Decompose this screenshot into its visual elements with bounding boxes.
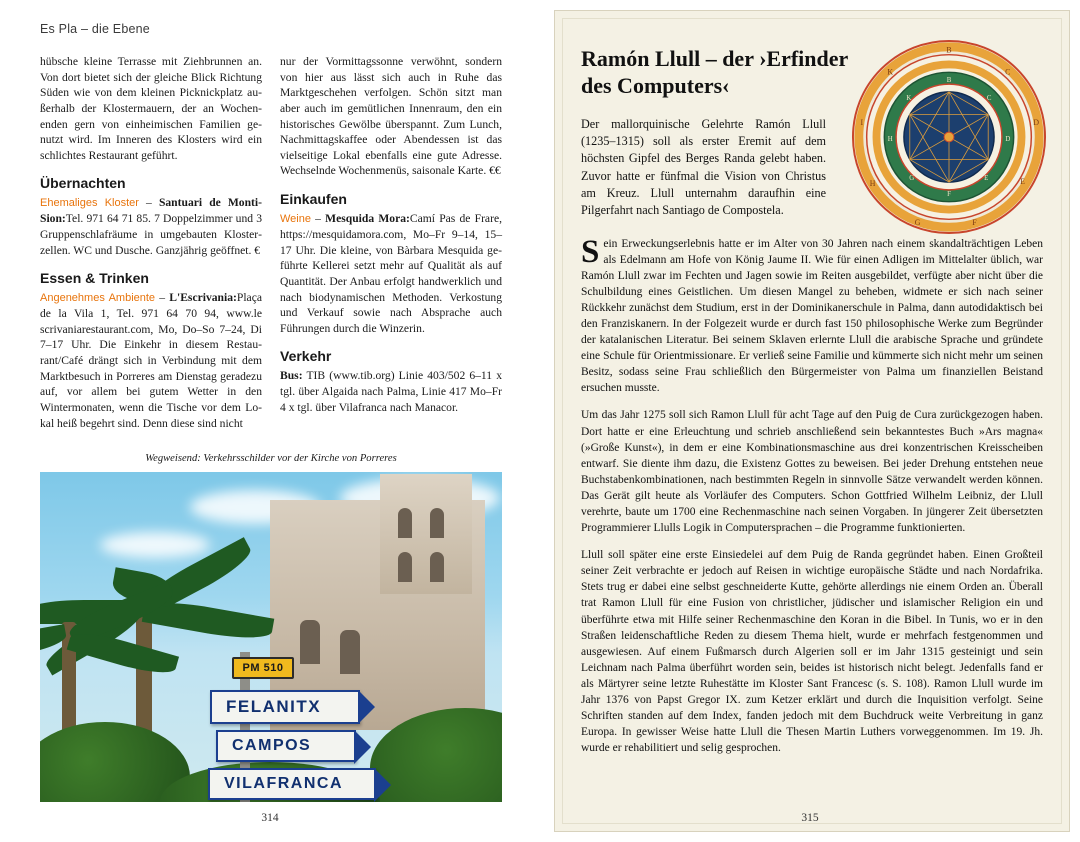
listing-tag: Angenehmes Ambiente xyxy=(40,292,156,305)
svg-text:K: K xyxy=(906,94,912,102)
text-columns xyxy=(40,54,502,439)
svg-text:E: E xyxy=(984,175,989,183)
svg-text:D: D xyxy=(1005,135,1011,143)
svg-text:G: G xyxy=(909,175,915,183)
svg-text:K: K xyxy=(887,67,894,77)
wheel-svg xyxy=(851,39,1047,235)
page-number-right: 315 xyxy=(801,812,819,824)
page-number-left: 314 xyxy=(261,812,279,824)
listing-name: Santuari de Monti-Sion: xyxy=(40,196,262,226)
svg-text:F: F xyxy=(972,218,977,228)
paragraph: nur der Vormittagssonne verwöhnt, sondern von hier aus lässt sich auch in Ruhe das Marktgeschehen verfolgen. Schön sitzt man aber auch im gemütlichen Innenraum, den ein historisches Gewölbe überspannt. Zum Lunch, Nachmittagskaffee oder Abendessen ist das vielseitige Lokal ebenfalls eine gute Adresse. Wechselnde Wochenmenüs, saisonale Karte. €€ xyxy=(280,55,502,178)
excursus-intro: Der mallorquinische Gelehrte Ramón Llull (1235–1315) soll als erster Eremit auf dem höchsten Gipfel des Berges Randa gelebt haben. Zuvor hatte er fünfmal die Vision von Christus am Kreuz. Llull unternahm daraufhin eine Pilgerfahrt nach Santiago de Compostela. xyxy=(581,116,826,218)
listing-tag: Ehemaliges Kloster xyxy=(40,197,139,210)
svg-text:E: E xyxy=(1020,177,1025,187)
column-1 xyxy=(40,54,262,439)
road-number-badge: PM 510 xyxy=(232,657,294,679)
listing-name: L'Escrivania: xyxy=(169,291,237,305)
svg-text:H: H xyxy=(869,179,876,188)
bell-tower xyxy=(380,474,472,594)
section-heading-verkehr: Verkehr xyxy=(280,348,332,365)
listing-name: Mesquida Mora: xyxy=(325,212,410,226)
svg-text:C: C xyxy=(1005,67,1011,77)
listing-entry xyxy=(280,211,502,336)
excursus-title: Ramón Llull – der ›Erfinder des Computers‹ xyxy=(581,46,848,99)
svg-text:D: D xyxy=(1033,118,1040,128)
svg-text:B: B xyxy=(946,77,952,85)
listing-dash: – xyxy=(155,291,170,305)
section-heading-uebernachten: Übernachten xyxy=(40,175,126,192)
tower-window xyxy=(398,552,412,582)
listing-entry xyxy=(280,368,502,415)
tower-window xyxy=(430,508,444,538)
right-page xyxy=(540,0,1080,842)
listing-entry xyxy=(40,290,262,431)
facade-window xyxy=(340,630,360,674)
listing-dash: – xyxy=(310,212,326,226)
svg-text:G: G xyxy=(914,218,921,228)
paragraph: Um das Jahr 1275 soll sich Ramon Llull für acht Tage auf den Puig de Cura zurückgezogen haben. Dort hatte er eine Erleuchtung und schrieb anschließend sein bekanntestes Buch »Ars magna« (»Große Kunst«), in dem er eine Kombinationsmaschine aus drei konzentrischen Kreisscheiben entwarf. Sie diente ihm dazu, die Existenz Gottes zu beweisen. Bei jeder Drehung entstehen neue Buchstabenkombinationen, nach bestimmten Regeln in sinnvolle Sätze verwandelt werden können. Das Gerät gilt heute als Vorläufer des Computers. Schon Gottfried Wilhelm Leibniz, der Llull verehrte, baute um 1700 eine Rechenmaschine nach seinen Vorgaben. In jüngerer Zeit übersetzten Programmierer Llulls Logik in Computersprachen – die Programme funktionierten. xyxy=(581,409,1043,535)
photo-caption: Wegweisend: Verkehrsschilder vor der Kirche von Porreres xyxy=(145,453,397,465)
listing-tag: Weine xyxy=(280,213,311,226)
svg-text:F: F xyxy=(947,190,951,198)
svg-text:C: C xyxy=(986,94,992,102)
direction-sign-campos: CAMPOS xyxy=(216,730,356,762)
paragraph: Llull soll später eine erste Einsiedelei auf dem Puig de Randa gegründet haben. Einen Großteil seiner Zeit verbrachte er jedoch auf Reisen in wichtige europäische Städte und nach Nordafrika. Stets trug er dabei eine selbst geschneiderte Kutte, gehörte allerdings nie einem Orden an. Überall trat Ramon Llull für eine Fusion von christlicher, jüdischer und islamischer Religion ein und überführte etwa mit Hilfe seiner Rechenmaschine den Koran in die Bibel. In Tunis, wo er in den Straßen leidenschaftliche Reden zu diesem Thema hielt, wurde er mehrfach festgenommen und ausgewiesen. Auf einem Fußmarsch durch Algerien soll er im Jahr 1315 gesteinigt und sein Leichnam nach Palma überführt worden sein, beides ist historisch nicht belegt. Jedenfalls fand er als Märtyrer seine letzte Ruhestätte im Kloster Sant Francesc (s. S. 108). Ramon Llull wurde im Jahr 1376 von Papst Gregor IX. zum Ketzer erklärt und durch die Inquisition verfolgt. Seine Schriften standen auf dem Index, fanden jedoch mit dem Buchdruck weite Verbreitung in ganz Europa. In gewisser Weise hatte Llull die Thesen Martin Luthers vorweggenommen. Im 19. Jh. wurde er rehabilitiert und selig gesprochen. xyxy=(581,549,1043,755)
palm-frond xyxy=(67,627,179,680)
excursus-panel xyxy=(554,10,1070,832)
excursus-body xyxy=(581,233,1043,757)
llull-wheel-diagram xyxy=(851,39,1047,235)
cloud-shape xyxy=(100,532,210,558)
tower-window xyxy=(430,552,444,582)
listing-detail: Plaça de la Vila 1, Tel. 971 64 70 94, www.le scrivaniarestaurant.com, Mo, Do–So 7–24, Di 7–17 Uhr. Die Einkehr in diesem Restaurant/Café drängt sich in Verbindung mit dem Marktbesuch in Porreres am Dienstag geradezu auf, vor allem bei gutem Wetter in den Wintermonaten, wenn die Tische vor dem Lokal heiß begehrt sind. Denn diese sind nicht xyxy=(40,291,262,430)
photo-porreres-signs xyxy=(40,472,502,802)
listing-detail: Tel. 971 64 71 85. 7 Doppelzimmer und 3 Gruppenschlafräume in umgebauten Klosterzellen. WC und Dusche. Ganzjährig geöffnet. € xyxy=(40,212,262,257)
listing-name: Bus: xyxy=(280,369,303,383)
section-heading-einkaufen: Einkaufen xyxy=(280,191,347,208)
paragraph: Sein Erweckungserlebnis hatte er im Alter von 30 Jahren nach einem skandalträchtigen Leben als Edelmann am Hofe von König Jaume II. Wie für einen Adligen im Mittelalter üblich, war Ramón Llull zwar im Fechten und Jagen sowie im Reiten ausgebildet, verfügte aber nicht über die Schulbildung eines Geistlichen. Um diesen Mangel zu beheben, widmete er sich nach seiner Rückkehr zunächst dem Studium, erst in der Dominikanerschule in Palma, dann autodidaktisch bei den Franziskanern. In der Folgezeit wurde er durch fast 150 philosophische Werke zum Begründer der katalanischen Literatur. Bei seinem Sklaven erlernte Llull die arabische Sprache und gründete eine Schule für Orientmissionare. Er verließ seine Familie und kümmerte sich nicht mehr um seinen Besitz, sodass seine Frau schließlich den Bürgermeister von Palma um finanziellen Beistand ersuchen musste. xyxy=(581,233,1043,395)
tower-window xyxy=(398,508,412,538)
listing-entry xyxy=(40,195,262,258)
direction-sign-vilafranca: VILAFRANCA xyxy=(208,768,376,800)
svg-text:I: I xyxy=(860,118,864,128)
svg-text:B: B xyxy=(946,45,952,55)
listing-detail: TIB (www.tib.org) Linie 403/502 6–11 x tgl. über Algaida nach Palma, Linie 417 Mo–Fr 4 x tgl. über Vilafranca nach Manacor. xyxy=(280,369,502,414)
paragraph: hübsche kleine Terrasse mit Ziehbrunnen an. Von dort bietet sich der gleiche Blick Richtung Süden wie von dem kleinen Picknickplatz außerhalb der Klostermauern, der an Wochenenden gern von einheimischen Familien genutzt wird. Im Inneren des Klosters wird ein schlichtes Restaurant geführt. xyxy=(40,55,262,162)
listing-dash: – xyxy=(138,196,159,210)
section-heading-essen-trinken: Essen & Trinken xyxy=(40,270,149,287)
listing-detail: Camí Pas de Frare, https://mesquidamora.com, Mo–Fr 9–14, 15–17 Uhr. Die kleine, von Bàrbara Mesquida geführte Kellerei setzt mehr auf Qualität als auf Quantität. Der Anbau erfolgt handwerklich und nach biodynamischen Methoden. Verkostung und Verkauf sowie nach Absprache auch Führungen durch die Winzerin. xyxy=(280,212,502,335)
direction-sign-felanitx: FELANITX xyxy=(210,690,360,724)
column-2 xyxy=(280,54,502,439)
running-head: Es Pla – die Ebene xyxy=(40,22,150,36)
facade-window xyxy=(300,620,320,664)
svg-text:H: H xyxy=(887,135,893,143)
